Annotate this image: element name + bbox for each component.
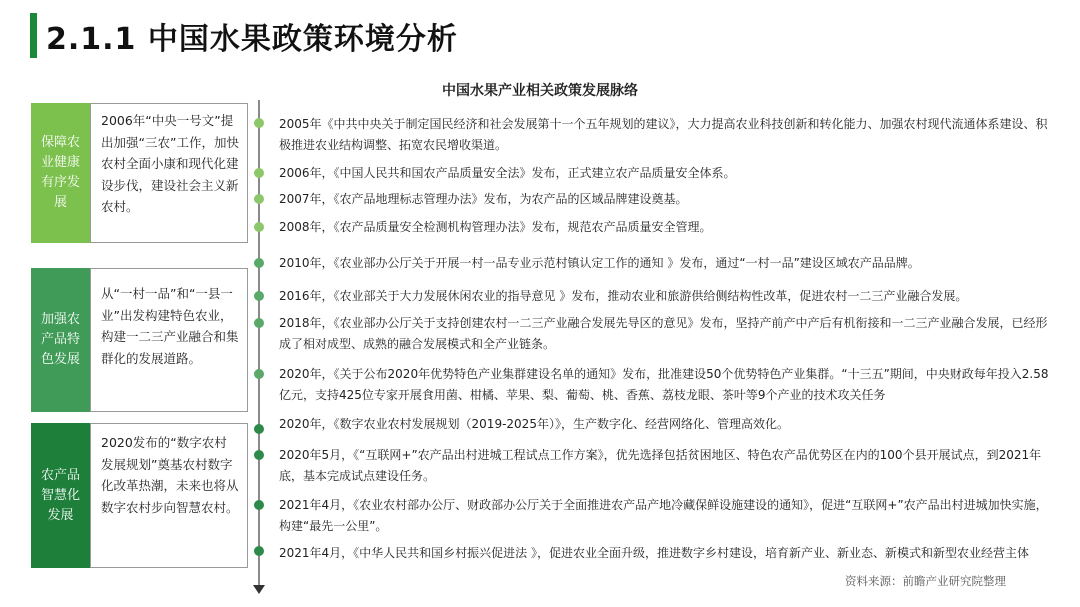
timeline-event: 2016年，《农业部关于大力发展休闲农业的指导意见 》发布，推动农业和旅游供给侧结构性改革，促进农村一二三产业融合发展。 <box>279 289 968 303</box>
category-description-2: 从“一村一品”和“一县一业”出发构建特色农业，构建一二三产业融合和集群化的发展道路。 <box>90 268 248 412</box>
timeline-dot <box>254 450 264 460</box>
timeline-dot <box>254 369 264 379</box>
source-note: 资料来源：前瞻产业研究院整理 <box>845 574 1006 588</box>
timeline-event: 2021年4月，《农业农村部办公厅、财政部办公厅关于全面推进农产品产地冷藏保鲜设施建设的通知》，促进“互联网+”农产品出村进城加快实施，构建“最先一公里”。 <box>279 498 1048 533</box>
timeline-event: 2005年《中共中央关于制定国民经济和社会发展第十一个五年规划的建议》，大力提高农业科技创新和转化能力、加强农村现代流通体系建设、积极推进农业结构调整、拓宽农民增收渠道。 <box>279 117 1048 152</box>
timeline-event: 2006年，《中国人民共和国农产品质量安全法》发布，正式建立农产品质量安全体系。 <box>279 166 736 180</box>
title-accent-bar <box>30 13 37 58</box>
timeline-dot <box>254 291 264 301</box>
timeline-event: 2007年，《农产品地理标志管理办法》发布，为农产品的区域品牌建设奠基。 <box>279 192 688 206</box>
timeline-event: 2020年5月，《“互联网+”农产品出村进城工程试点工作方案》，优先选择包括贫困地区、特色农产品优势区在内的100个县开展试点，到2021年底，基本完成试点建设任务。 <box>279 448 1042 483</box>
timeline-event: 2021年4月，《中华人民共和国乡村振兴促进法 》，促进农业全面升级，推进数字乡村建设，培育新产业、新业态、新模式和新型农业经营主体 <box>279 546 1029 560</box>
chart-title: 中国水果产业相关政策发展脉络 <box>442 83 638 99</box>
timeline-dot <box>254 258 264 268</box>
timeline-dot <box>254 424 264 434</box>
timeline-dot <box>254 222 264 232</box>
timeline-event: 2020年，《数字农业农村发展规划（2019-2025年）》，生产数字化、经营网络化、管理高效化。 <box>279 417 789 431</box>
timeline-event: 2010年，《农业部办公厅关于开展一村一品专业示范村镇认定工作的通知 》发布，通过“一村一品”建设区域农产品品牌。 <box>279 256 920 270</box>
timeline-dot <box>254 118 264 128</box>
timeline-arrow-icon <box>253 585 265 594</box>
timeline-event: 2018年，《农业部办公厅关于支持创建农村一二三产业融合发展先导区的意见》发布，坚持产前产中产后有机衔接和一二三产业融合发展，已经形成了相对成型、成熟的融合发展模式和全产业链条。 <box>279 316 1048 351</box>
timeline-dot <box>254 546 264 556</box>
category-description-3: 2020发布的“数字农村发展规划”奠基农村数字化改革热潮，未来也将从数字农村步向智慧农村。 <box>90 423 248 568</box>
category-label-1: 保障农业健康有序发展 <box>31 103 90 243</box>
timeline-dot <box>254 194 264 204</box>
timeline-event: 2020年，《关于公布2020年优势特色产业集群建设名单的通知》发布，批准建设50个优势特色产业集群。“十三五”期间，中央财政每年投入2.58亿元，支持425位专家开展食用菌、柑橘、苹果、梨、葡萄、桃、香蕉、荔枝龙眼、茶叶等9个产业的技术攻关任务 <box>279 367 1049 402</box>
timeline-dot <box>254 318 264 328</box>
category-description-1: 2006年“中央一号文”提出加强“三农”工作，加快农村全面小康和现代化建设步伐，建设社会主义新农村。 <box>90 103 248 243</box>
timeline-dot <box>254 500 264 510</box>
category-label-3: 农产品智慧化发展 <box>31 423 90 568</box>
timeline-dot <box>254 168 264 178</box>
category-label-2: 加强农产品特色发展 <box>31 268 90 412</box>
timeline-event: 2008年，《农产品质量安全检测机构管理办法》发布，规范农产品质量安全管理。 <box>279 220 712 234</box>
page-title: 2.1.1 中国水果政策环境分析 <box>46 22 458 57</box>
